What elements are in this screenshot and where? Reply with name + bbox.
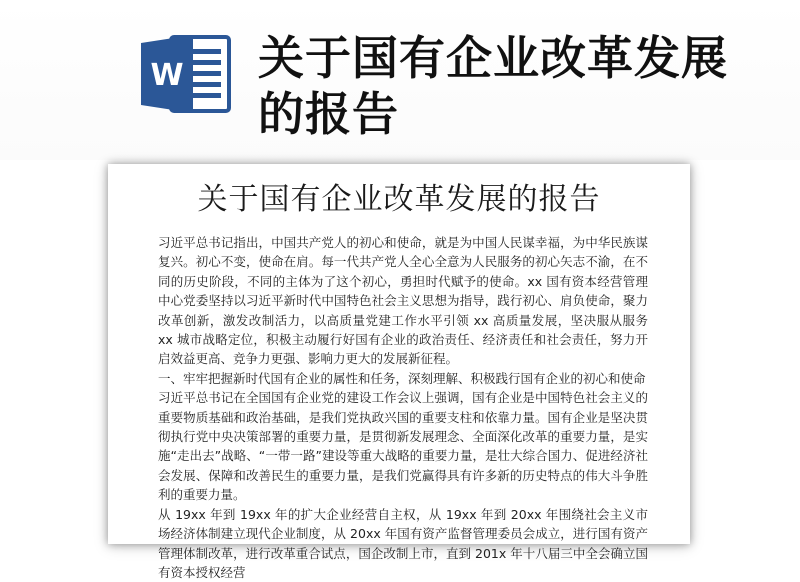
word-document-icon [141,33,233,115]
paragraph: 习近平总书记在全国国有企业党的建设工作会议上强调，国有企业是中国特色社会主义的重要物质基础和政治基础，是我们党执政兴国的重要支柱和依靠力量。国有企业是坚决贯彻执行党中央决策部署的重要力量，是贯彻新发展理念、全面深化改革的重要力量，是实施“走出去”战略、“一带一路”建设等重大战略的重要力量，是壮大综合国力、促进经济社会发展、保障和改善民生的重要力量，是我们党赢得具有许多新的历史特点的伟大斗争胜利的重要力量。 [158,390,648,503]
svg-text:W: W [150,58,184,93]
document-body [158,233,648,582]
header-banner [0,0,800,160]
paragraph: 从 19xx 年到 19xx 年的扩大企业经营自主权，从 19xx 年到 20xx 年围绕社会主义市场经济体制建立现代企业制度，从 20xx 年国有资产监督管理委员会成立，进行国有资产管理体制改革，进行改革重合试点，国企改制上市，直到 201x 年十八届三中全会确立国有资本授权经营 [158,506,648,580]
section-heading: 一、牢牢把握新时代国有企业的属性和任务，深刻理解、积极践行国有企业的初心和使命 [158,370,646,386]
header-title: 关于国有企业改革发展的报告 [258,31,728,141]
paragraph: 习近平总书记指出，中国共产党人的初心和使命，就是为中国人民谋幸福，为中华民族谋复兴。初心不变，使命在肩。每一代共产党人全心全意为人民服务的初心矢志不渝，在不同的历史阶段，不同的主体为了这个初心，勇担时代赋予的使命。xx 国有资本经营管理中心党委坚持以习近平新时代中国特色社会主义思想为指导，践行初心、肩负使命，聚力改革创新，激发改制活力，以高质量党建工作水平引领 xx 高质量发展，坚决服从服务 xx 城市战略定位，积极主动履行好国有企业的政治责任、经济责任和社会责任，努力开启效益更高、竞争力更强、影响力更大的发展新征程。 [158,235,648,367]
document-title: 关于国有企业改革发展的报告 [197,182,601,217]
